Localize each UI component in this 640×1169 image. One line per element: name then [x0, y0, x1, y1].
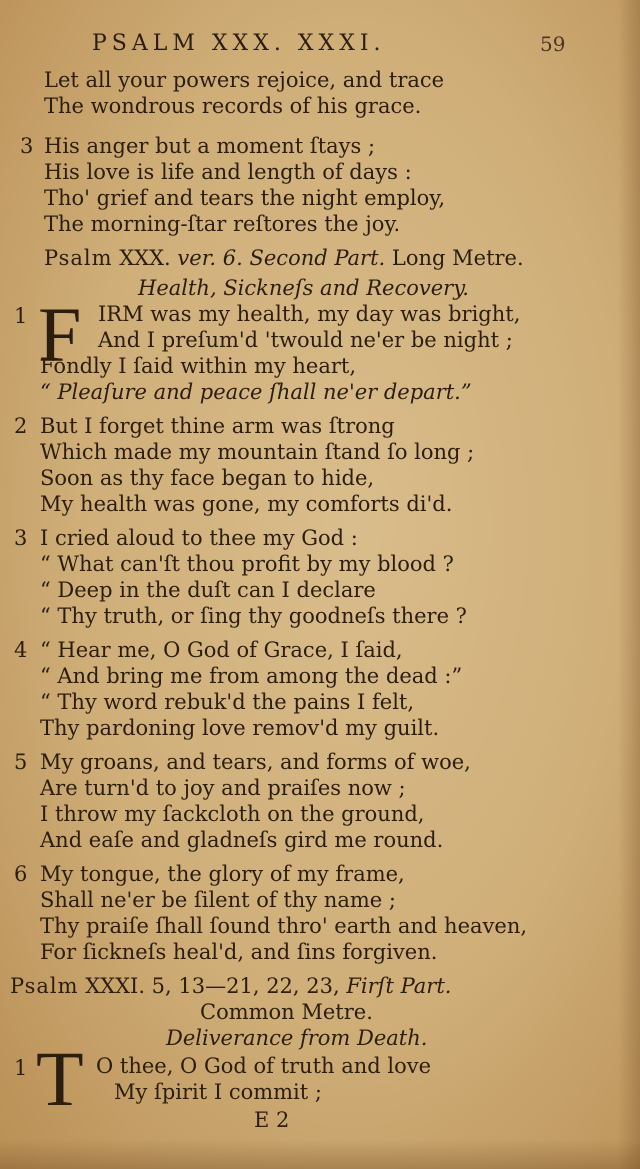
verse-line: Shall ne'er be ſilent of thy name ; [40, 888, 396, 912]
stanza-number: 1 [14, 304, 28, 328]
verse-line: Are turn'd to joy and praiſes now ; [40, 776, 406, 800]
verse-line: “ Hear me, O God of Grace, I ſaid, [40, 638, 403, 662]
stanza-number: 4 [14, 638, 28, 662]
drop-cap: T [36, 1035, 84, 1122]
running-head: PSALM XXX. XXXI. [92, 31, 386, 56]
verse-line: Fondly I ſaid within my heart, [40, 354, 357, 378]
verse-line: I cried aloud to thee my God : [40, 526, 358, 550]
psalm-heading-number: XXX. [119, 246, 171, 270]
verse-line: His love is life and length of days : [44, 160, 412, 184]
verse-line: Thy praiſe ſhall ſound thro' earth and heaven, [40, 914, 528, 938]
verse-line: The wondrous records of his grace. [44, 94, 422, 118]
verse-line: My health was gone, my comforts di'd. [40, 492, 453, 516]
signature-mark: E 2 [254, 1108, 290, 1132]
stanza-number: 3 [20, 134, 34, 158]
page-number: 59 [540, 32, 566, 56]
stanza-number: 6 [14, 862, 28, 886]
psalm-heading-word: Psalm [10, 974, 79, 998]
verse-line: But I forget thine arm was ſtrong [40, 414, 395, 438]
verse-line: O thee, O God of truth and love [96, 1054, 432, 1078]
verse-line: Let all your powers rejoice, and trace [44, 68, 445, 92]
stanza-number: 3 [14, 526, 28, 550]
psalm-subtitle: Health, Sickneſs and Recovery. [138, 276, 469, 300]
verse-line: “ Thy truth, or ſing thy goodneſs there ? [40, 604, 467, 628]
psalm-heading-word: Psalm [44, 246, 113, 270]
verse-line: The morning-ſtar reſtores the joy. [44, 212, 401, 236]
verse-line: And I preſum'd 'twould ne'er be night ; [98, 328, 513, 352]
verse-line: I throw my ſackcloth on the ground, [40, 802, 425, 826]
verse-line: And eaſe and gladneſs gird me round. [40, 828, 444, 852]
psalm-heading [10, 974, 451, 998]
verse-line: My groans, and tears, and forms of woe, [40, 750, 471, 774]
verse-line: Thy pardoning love remov'd my guilt. [40, 716, 440, 740]
page-edge-shadow-bottom [0, 1139, 640, 1169]
psalm-heading-verse: ver. 6. Second Part. [177, 246, 386, 270]
psalm-heading-number: XXXI. 5, 13—21, 22, 23, [85, 974, 340, 998]
verse-line: “ What can'ſt thou profit by my blood ? [40, 552, 454, 576]
verse-line: My ſpirit I commit ; [114, 1080, 322, 1104]
verse-line: His anger but a moment ſtays ; [44, 134, 376, 158]
page-edge-shadow [618, 0, 640, 1169]
verse-line: My tongue, the glory of my frame, [40, 862, 405, 886]
verse-line: “ Pleaſure and peace ſhall ne'er depart.” [40, 380, 472, 404]
verse-line: “ Thy word rebuk'd the pains I felt, [40, 690, 415, 714]
psalm-subtitle: Deliverance from Death. [166, 1026, 428, 1050]
stanza-number: 2 [14, 414, 28, 438]
verse-line: “ And bring me from among the dead :” [40, 664, 463, 688]
psalm-heading-metre: Long Metre. [391, 246, 524, 270]
stanza-number: 5 [14, 750, 28, 774]
drop-cap: F [38, 291, 82, 378]
psalm-heading-part: Firſt Part. [346, 974, 452, 998]
verse-line: IRM was my health, my day was bright, [98, 302, 521, 326]
verse-line: Tho' grief and tears the night employ, [44, 186, 446, 210]
verse-line: “ Deep in the duſt can I declare [40, 578, 376, 602]
verse-line: For ſickneſs heal'd, and ſins forgiven. [40, 940, 438, 964]
stanza-number: 1 [14, 1056, 28, 1080]
psalm-heading [44, 246, 524, 270]
verse-line: Soon as thy face began to hide, [40, 466, 375, 490]
verse-line: Which made my mountain ſtand ſo long ; [40, 440, 475, 464]
psalm-metre: Common Metre. [200, 1000, 373, 1024]
